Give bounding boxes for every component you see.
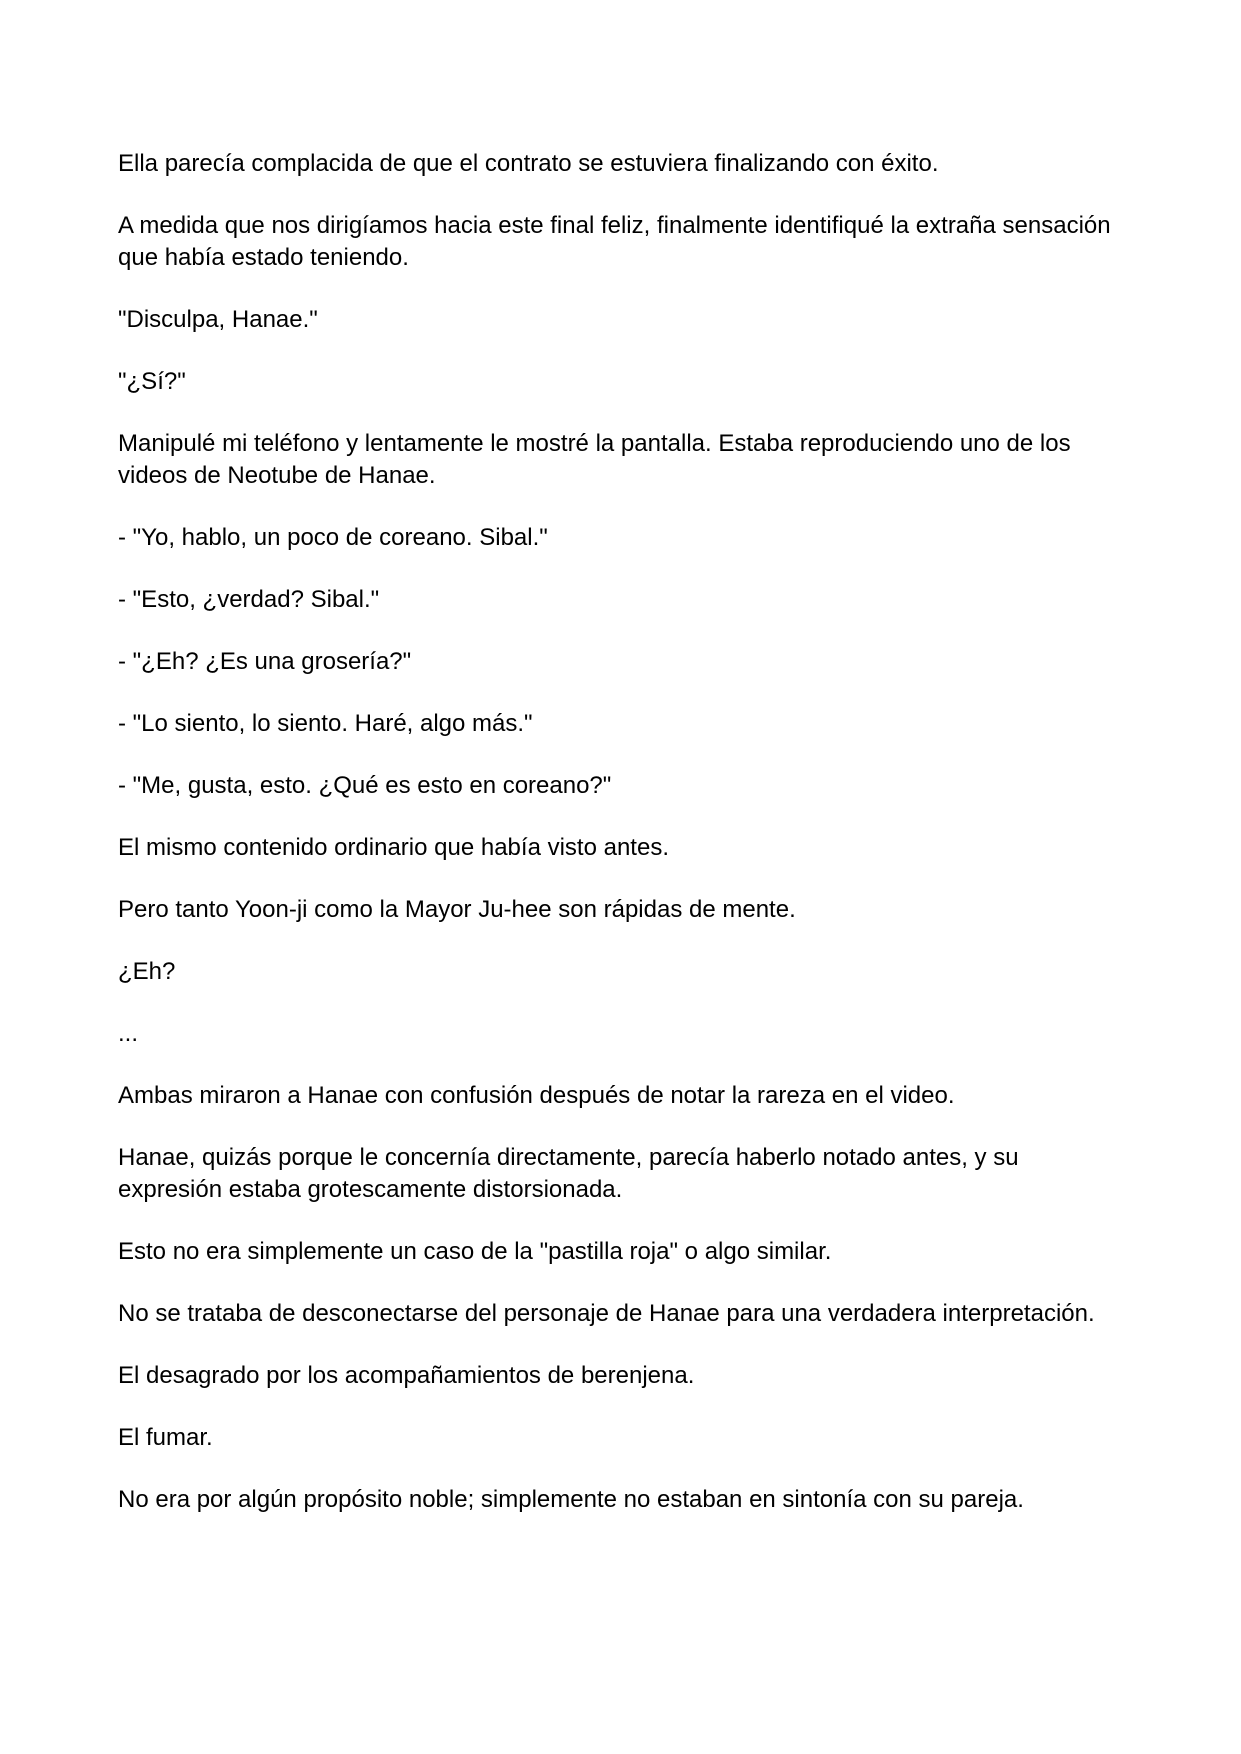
paragraph: El mismo contenido ordinario que había visto antes. bbox=[118, 834, 669, 861]
paragraph: - "Yo, hablo, un poco de coreano. Sibal." bbox=[118, 524, 548, 551]
paragraph: "Disculpa, Hanae." bbox=[118, 306, 318, 333]
paragraph: ... bbox=[118, 1020, 139, 1047]
paragraph: Pero tanto Yoon-ji como la Mayor Ju-hee son rápidas de mente. bbox=[118, 896, 796, 923]
paragraph: No se trataba de desconectarse del personaje de Hanae para una verdadera interpretación. bbox=[118, 1300, 1095, 1327]
paragraph: - "Esto, ¿verdad? Sibal." bbox=[118, 586, 380, 613]
paragraph: Manipulé mi teléfono y lentamente le mostré la pantalla. Estaba reproduciendo uno de los videos de Neotube de Hanae. bbox=[118, 430, 1071, 489]
paragraph: Ella parecía complacida de que el contrato se estuviera finalizando con éxito. bbox=[118, 150, 939, 177]
paragraph: - "Lo siento, lo siento. Haré, algo más." bbox=[118, 710, 533, 737]
paragraph: Esto no era simplemente un caso de la "pastilla roja" o algo similar. bbox=[118, 1238, 832, 1265]
paragraph: Ambas miraron a Hanae con confusión después de notar la rareza en el video. bbox=[118, 1082, 955, 1109]
paragraph: - "¿Eh? ¿Es una grosería?" bbox=[118, 648, 412, 675]
paragraph: No era por algún propósito noble; simplemente no estaban en sintonía con su pareja. bbox=[118, 1486, 1024, 1513]
paragraph: "¿Sí?" bbox=[118, 368, 186, 395]
document-body bbox=[118, 148, 1128, 1546]
paragraph: A medida que nos dirigíamos hacia este final feliz, finalmente identifiqué la extraña sensación que había estado teniendo. bbox=[118, 212, 1111, 271]
paragraph: El desagrado por los acompañamientos de berenjena. bbox=[118, 1362, 695, 1389]
paragraph: El fumar. bbox=[118, 1424, 213, 1451]
paragraph: ¿Eh? bbox=[118, 958, 176, 985]
paragraph: - "Me, gusta, esto. ¿Qué es esto en coreano?" bbox=[118, 772, 612, 799]
paragraph: Hanae, quizás porque le concernía directamente, parecía haberlo notado antes, y su expresión estaba grotescamente distorsionada. bbox=[118, 1144, 1019, 1203]
